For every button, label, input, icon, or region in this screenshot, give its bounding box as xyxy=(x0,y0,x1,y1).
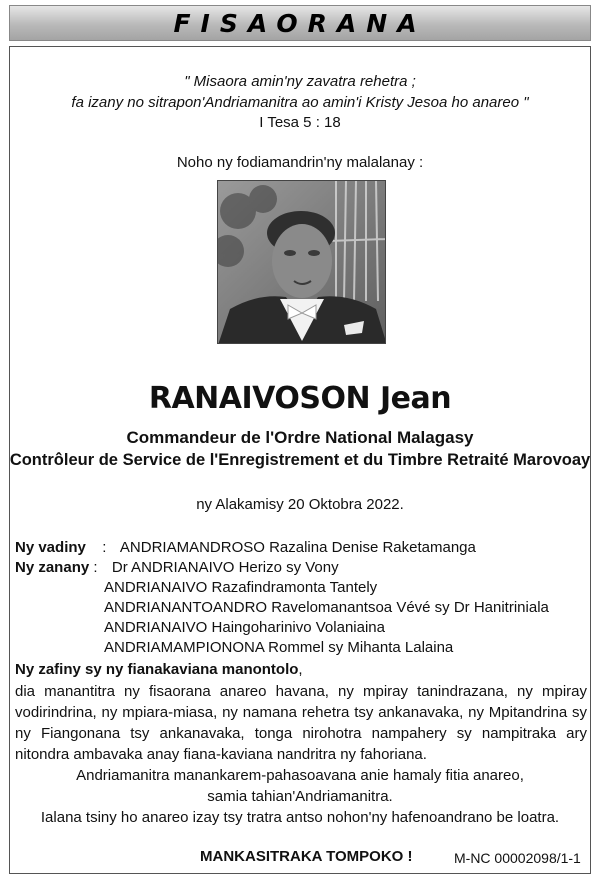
blessing-line-2: samia tahian'Andriamanitra. xyxy=(207,788,393,805)
deceased-title-1: Commandeur de l'Ordre National Malagasy xyxy=(126,428,474,447)
notice-reference: M-NC 00002098/1-1 xyxy=(454,850,581,866)
deceased-title-2: Contrôleur de Service de l'Enregistrement et du Timbre Retraité Marovoay xyxy=(9,451,591,469)
children-label: Ny zanany xyxy=(15,559,90,576)
thanks-heading-line xyxy=(15,660,303,680)
portrait-image xyxy=(218,181,386,344)
spouse-line xyxy=(15,538,476,558)
thanks-heading-comma: , xyxy=(298,661,303,678)
child-name: ANDRIANAIVO Razafindramonta Tantely xyxy=(104,579,378,596)
spouse-label: Ny vadiny xyxy=(15,539,86,556)
closing-text: MANKASITRAKA TOMPOKO ! xyxy=(200,848,413,865)
child-name: ANDRIANANTOANDRO Ravelomanantsoa Vévé sy Dr Hanitriniala xyxy=(104,599,549,616)
verse-line-1: " Misaora amin'ny zavatra rehetra ; xyxy=(184,73,416,90)
thanks-paragraph: dia manantitra ny fisaorana anareo havana, ny mpiray tanindrazana, ny mpiray vodirindrina, ny mpiara-miasa, ny namana rehetra tsy ankanavaka, ny Mpitandrina sy ny Fiangonana tsy ankanavaka, tonga nirohotra nampahery sy nampitraka ary nitondra ambavaka anay fiana-kaviana nandritra ny fahoriana. xyxy=(15,683,587,763)
verse-reference: I Tesa 5 : 18 xyxy=(259,114,341,131)
thanks-heading: Ny zafiny sy ny fianakaviana manontolo xyxy=(15,661,299,678)
blessing-line-1: Andriamanitra manankarem-pahasoavana anie hamaly fitia anareo, xyxy=(76,767,524,784)
portrait-photo xyxy=(217,180,386,344)
spouse-separator: : xyxy=(102,539,107,556)
children-separator: : xyxy=(93,559,98,576)
children-line xyxy=(15,558,339,578)
header-banner xyxy=(9,5,591,41)
verse-line-2: fa izany no sitrapon'Andriamanitra ao amin'i Kristy Jesoa ho anareo " xyxy=(71,94,529,111)
child-name: ANDRIANAIVO Haingoharinivo Volaniaina xyxy=(104,619,385,636)
header-title: FISAORANA xyxy=(173,8,427,38)
death-date: ny Alakamisy 20 Oktobra 2022. xyxy=(196,496,404,513)
child-name: Dr ANDRIANAIVO Herizo sy Vony xyxy=(111,559,339,576)
deceased-name: RANAIVOSON Jean xyxy=(148,381,452,416)
child-name: ANDRIAMAMPIONONA Rommel sy Mihanta Lalaina xyxy=(104,639,454,656)
spouse-name: ANDRIAMANDROSO Razalina Denise Raketamanga xyxy=(119,539,476,556)
intro-text: Noho ny fodiamandrin'ny malalanay : xyxy=(176,154,424,171)
blessing-line-3: Ialana tsiny ho anareo izay tsy tratra antso nohon'ny hafenoandrano be loatra. xyxy=(40,809,560,826)
